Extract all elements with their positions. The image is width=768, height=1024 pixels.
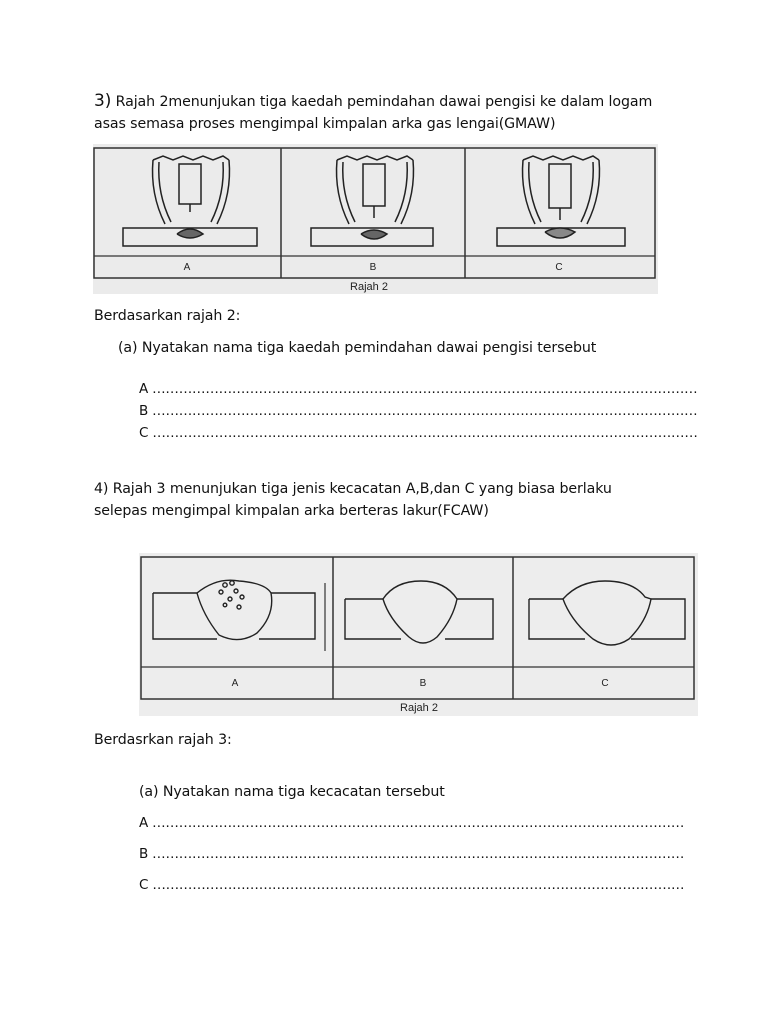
gmaw-label-c: C bbox=[555, 262, 563, 273]
question-4-text-line-1: 4) Rajah 3 menunjukan tiga jenis kecacatan A,B,dan C yang biasa berlaku bbox=[94, 481, 612, 497]
question-3-answer-b[interactable]: B …………………………………………………………………………………………………………… bbox=[139, 403, 698, 419]
fcaw-label-c: C bbox=[601, 678, 609, 689]
question-3-text-line-1: Rajah 2menunjukan tiga kaedah pemindahan dawai pengisi ke dalam logam bbox=[115, 94, 653, 110]
question-4-text-line-2: selepas mengimpal kimpalan arka berteras lakur(FCAW) bbox=[94, 503, 489, 519]
gmaw-caption: Rajah 2 bbox=[350, 281, 388, 293]
question-3-answer-a[interactable]: A …………………………………………………………………………………………………………… bbox=[139, 381, 698, 397]
question-4-answer-c[interactable]: C ………………………………………………………………………………………………………… bbox=[139, 877, 685, 893]
question-3-text-line-2: asas semasa proses mengimpal kimpalan arka gas lengai(GMAW) bbox=[94, 116, 556, 132]
question-3-number: 3) bbox=[94, 91, 112, 111]
question-4 bbox=[94, 478, 694, 522]
question-4-answer-b[interactable]: B ………………………………………………………………………………………………………… bbox=[139, 846, 685, 862]
gmaw-label-b: B bbox=[369, 262, 377, 273]
question-3 bbox=[94, 90, 694, 135]
figure-rajah-3-fcaw bbox=[139, 553, 698, 716]
gmaw-diagram bbox=[93, 144, 658, 294]
fcaw-diagram bbox=[139, 553, 698, 716]
question-3-line-1 bbox=[94, 90, 694, 113]
question-3-answer-c[interactable]: C …………………………………………………………………………………………………………… bbox=[139, 425, 698, 441]
gmaw-label-a: A bbox=[183, 262, 191, 273]
question-3-part-a: (a) Nyatakan nama tiga kaedah pemindahan dawai pengisi tersebut bbox=[118, 340, 597, 356]
question-4-based-on: Berdasrkan rajah 3: bbox=[94, 732, 232, 748]
question-4-answer-a[interactable]: A ………………………………………………………………………………………………………… bbox=[139, 815, 685, 831]
fcaw-label-b: B bbox=[419, 678, 427, 689]
fcaw-label-a: A bbox=[231, 678, 239, 689]
figure-rajah-2-gmaw bbox=[93, 144, 658, 294]
fcaw-caption: Rajah 2 bbox=[400, 702, 438, 714]
question-3-based-on: Berdasarkan rajah 2: bbox=[94, 308, 241, 324]
question-4-part-a: (a) Nyatakan nama tiga kecacatan tersebut bbox=[139, 784, 445, 800]
